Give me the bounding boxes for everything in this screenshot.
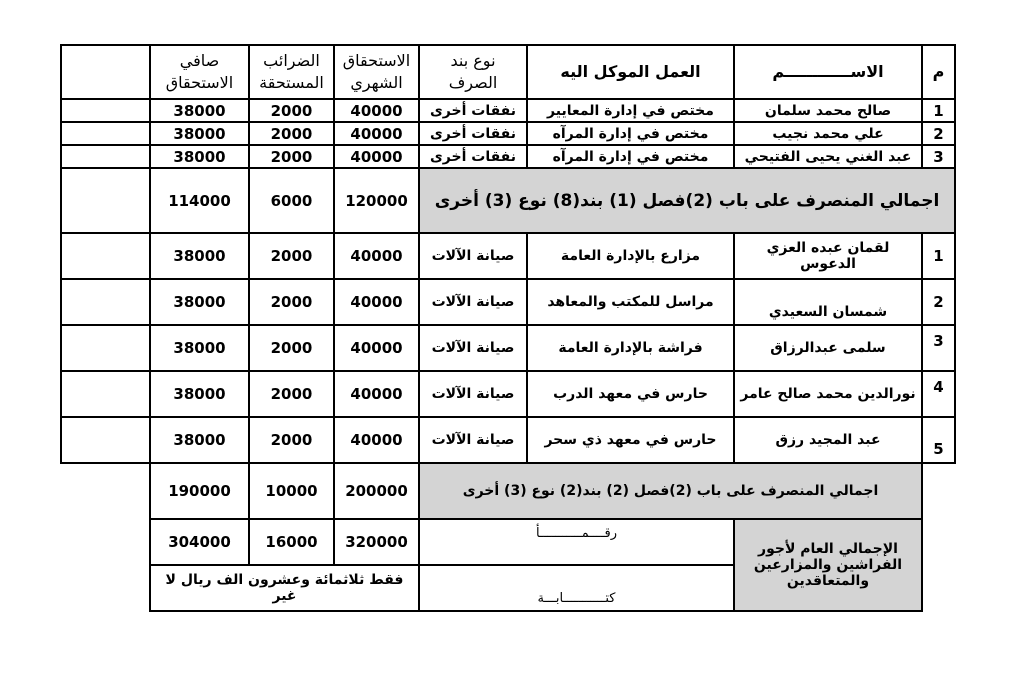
net-amount: 38000: [150, 122, 249, 145]
blank-cell: [61, 417, 150, 463]
net-amount: 38000: [150, 279, 249, 325]
row-index: 2: [922, 122, 955, 145]
amount-in-digits-label: رقــــمـــــــــــأ: [419, 519, 734, 565]
employee-job: مختص في إدارة المرآه: [527, 145, 734, 168]
payroll-sheet: [60, 44, 956, 612]
group-total-row: [61, 168, 955, 233]
group-total-tax: 10000: [249, 463, 334, 519]
employee-name: شمسان السعيدي: [734, 279, 922, 325]
expense-type: صيانة الآلات: [419, 325, 527, 371]
employee-name: علي محمد نجيب: [734, 122, 922, 145]
blank-cell: [61, 371, 150, 417]
net-amount: 38000: [150, 325, 249, 371]
group-total-row: [61, 463, 955, 519]
table-row: [61, 233, 955, 279]
group-total-tax: 6000: [249, 168, 334, 233]
employee-name: عبد الغني يحيى الفتيحي: [734, 145, 922, 168]
employee-job: فراشة بالإدارة العامة: [527, 325, 734, 371]
row-index: 1: [922, 233, 955, 279]
net-amount: 38000: [150, 145, 249, 168]
expense-type: صيانة الآلات: [419, 233, 527, 279]
table-row: [61, 371, 955, 417]
employee-name: لقمان عبده العزي الدعوس: [734, 233, 922, 279]
net-amount: 38000: [150, 417, 249, 463]
monthly-amount: 40000: [334, 325, 419, 371]
tax-amount: 2000: [249, 279, 334, 325]
expense-type: نفقات أخرى: [419, 122, 527, 145]
monthly-amount: 40000: [334, 122, 419, 145]
header-expense-type: نوع بند الصرف: [419, 45, 527, 99]
tax-amount: 2000: [249, 371, 334, 417]
group-total-monthly: 120000: [334, 168, 419, 233]
net-amount: 38000: [150, 99, 249, 122]
header-name: الاســــــــــــم: [734, 45, 922, 99]
blank-cell: [61, 145, 150, 168]
employee-name: صالح محمد سلمان: [734, 99, 922, 122]
monthly-amount: 40000: [334, 99, 419, 122]
tax-amount: 2000: [249, 233, 334, 279]
employee-job: حارس في معهد الدرب: [527, 371, 734, 417]
employee-job: مختص في إدارة المعايير: [527, 99, 734, 122]
employee-job: حارس في معهد ذي سحر: [527, 417, 734, 463]
row-index: 5: [922, 417, 955, 463]
row-index: 1: [922, 99, 955, 122]
monthly-amount: 40000: [334, 279, 419, 325]
expense-type: صيانة الآلات: [419, 417, 527, 463]
employee-name: نورالدين محمد صالح عامر: [734, 371, 922, 417]
row-index: 3: [922, 325, 955, 371]
row-index: 2: [922, 279, 955, 325]
grand-total-monthly: 320000: [334, 519, 419, 565]
employee-job: مزارع بالإدارة العامة: [527, 233, 734, 279]
table-row: [61, 279, 955, 325]
expense-type: صيانة الآلات: [419, 279, 527, 325]
table-row: [61, 325, 955, 371]
expense-type: صيانة الآلات: [419, 371, 527, 417]
group-total-label: اجمالي المنصرف على باب (2)فصل (1) بند(8) نوع (3) أخرى: [419, 168, 955, 233]
table-row: [61, 122, 955, 145]
row-index: 3: [922, 145, 955, 168]
employee-job: مختص في إدارة المرآه: [527, 122, 734, 145]
group-total-monthly: 200000: [334, 463, 419, 519]
tax-amount: 2000: [249, 122, 334, 145]
header-net: صافي الاستحقاق: [150, 45, 249, 99]
grand-total-net: 304000: [150, 519, 249, 565]
blank-cell: [61, 325, 150, 371]
monthly-amount: 40000: [334, 417, 419, 463]
header-taxes: الضرائب المستحقة: [249, 45, 334, 99]
header-blank: [61, 45, 150, 99]
amount-in-words: فقط ثلاثمائة وعشرون الف ريال لا غير: [150, 565, 419, 611]
employee-name: عبد المجيد رزق: [734, 417, 922, 463]
header-row: [61, 45, 955, 99]
payroll-table: [60, 44, 956, 612]
table-row: [61, 99, 955, 122]
header-job: العمل الموكل اليه: [527, 45, 734, 99]
blank-cell: [61, 99, 150, 122]
tax-amount: 2000: [249, 145, 334, 168]
expense-type: نفقات أخرى: [419, 99, 527, 122]
employee-name: سلمى عبدالرزاق: [734, 325, 922, 371]
expense-type: نفقات أخرى: [419, 145, 527, 168]
group-total-net: 190000: [150, 463, 249, 519]
grand-total-row: [61, 519, 955, 565]
blank-cell: [61, 168, 150, 233]
row-index: 4: [922, 371, 955, 417]
net-amount: 38000: [150, 233, 249, 279]
net-amount: 38000: [150, 371, 249, 417]
table-row: [61, 417, 955, 463]
amount-in-words-label: كتـــــــــــابـــة: [419, 565, 734, 611]
group-total-net: 114000: [150, 168, 249, 233]
grand-total-tax: 16000: [249, 519, 334, 565]
blank-cell: [61, 279, 150, 325]
tax-amount: 2000: [249, 99, 334, 122]
monthly-amount: 40000: [334, 233, 419, 279]
group-total-label: اجمالي المنصرف على باب (2)فصل (2) بند(2) نوع (3) أخرى: [419, 463, 922, 519]
monthly-amount: 40000: [334, 145, 419, 168]
tax-amount: 2000: [249, 417, 334, 463]
tax-amount: 2000: [249, 325, 334, 371]
blank-cell: [61, 233, 150, 279]
grand-total-label: الإجمالي العام لأجور الفراشين والمزارعين والمتعاقدين: [734, 519, 922, 611]
blank-cell: [61, 122, 150, 145]
employee-job: مراسل للمكتب والمعاهد: [527, 279, 734, 325]
monthly-amount: 40000: [334, 371, 419, 417]
table-row: [61, 145, 955, 168]
header-index: م: [922, 45, 955, 99]
header-monthly: الاستحقاق الشهري: [334, 45, 419, 99]
